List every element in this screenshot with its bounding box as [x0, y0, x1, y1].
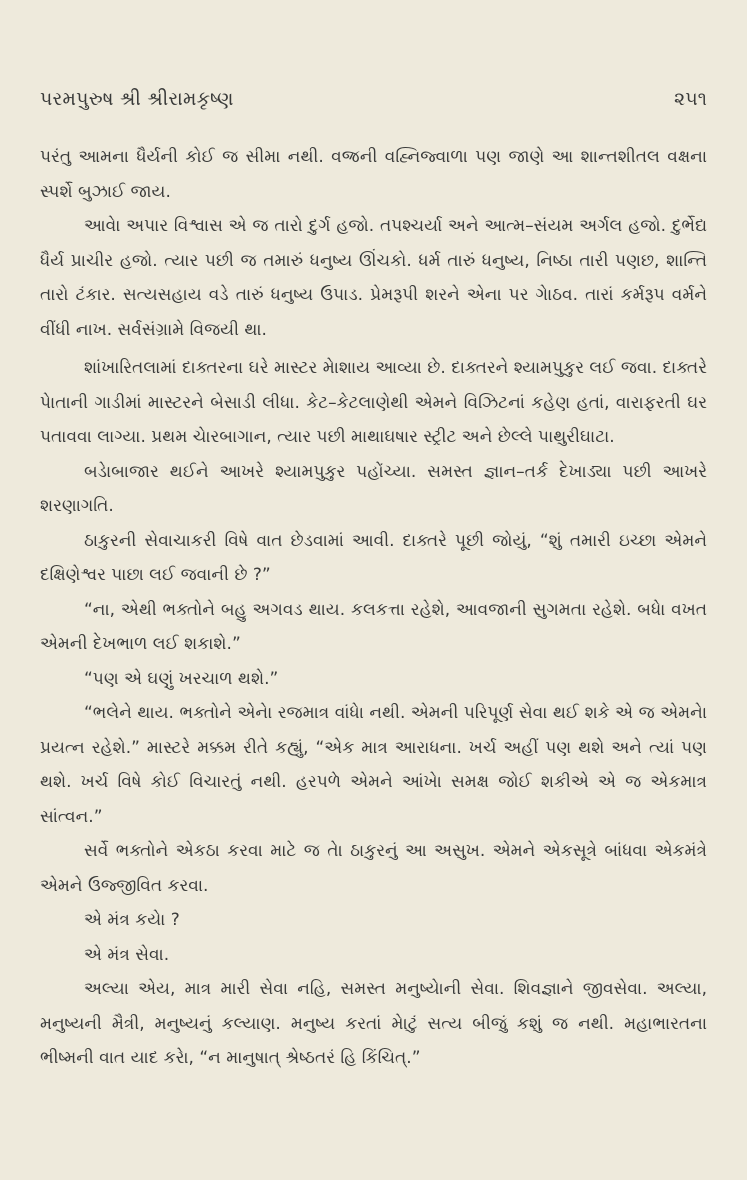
paragraph: બડેાબાજાર થઈને આખરે શ્યામપુકુર પહોંચ્યા. સમસ્ત જ્ઞાન–તર્ક દેખાડ્યા પછી આખરે શરણાગતિ. — [40, 461, 707, 516]
paragraph: આવેા અપાર વિશ્વાસ એ જ તારો દુર્ગ હજો. તપશ્ચર્યા અને આત્મ–સંયમ અર્ગલ હજો. દુર્ભેદ્ય ધૈર્ય પ્રાચીર હજો. ત્યાર પછી જ તમારું ધનુષ્ય ઊંચકો. ધર્મ તારું ધનુષ્ય, નિષ્ઠા તારી પણછ, શાન્તિ તારો ટંકાર. સત્યસહાય વડે તારું ધનુષ્ય ઉપાડ. પ્રેમરૂપી શરને એના પર ગેાઠવ. તારાં કર્મરૂપ વર્મને વીંધી નાખ. સર્વસંગ્રામે વિજયી થા. — [40, 216, 707, 340]
paragraph: એ મંત્ર સેવા. — [84, 944, 170, 965]
paragraph: પરંતુ આમના ધૈર્યની કોઈ જ સીમા નથી. વજ્રની વહ્નિજ્વાળા પણ જાણે આ શાન્તશીતલ વક્ષના સ્પર્શે બુઝાઈ જાય. — [40, 147, 707, 202]
page-number: ૨૫૧ — [674, 88, 707, 110]
paragraph: સર્વે ભક્તોને એકઠા કરવા માટે જ તેા ઠાકુરનું આ અસુખ. એમને એકસૂત્રે બાંધવા એકમંત્રે એમને ઉજ્જીવિત કરવા. — [40, 841, 707, 896]
paragraph: એ મંત્ર કયેા ? — [84, 910, 180, 930]
running-title: પરમપુરુષ શ્રી શ્રીરામકૃષ્ણ — [40, 88, 234, 110]
paragraph: શાંખારિતલામાં દાક્તરના ઘરે માસ્ટર મેાશાય આવ્યા છે. દાક્તરને શ્યામપુકુર લઈ જવા. દાક્તરે પેાતાની ગાડીમાં માસ્ટરને બેસાડી લીધા. કેટ–કેટલાણેથી એમને વિઝિટનાં કહેણ હતાં, વારાફરતી ઘર પતાવવા લાગ્યા. પ્રથમ ચેારબાગાન, ત્યાર પછી માથાઘષાર સ્ટ્રીટ અને છેલ્લે પાથુરીઘાટા. — [40, 358, 707, 447]
paragraph: અલ્યા એય, માત્ર મારી સેવા નહિ, સમસ્ત મનુષ્યેાની સેવા. શિવજ્ઞાને જીવસેવા. અલ્યા, મનુષ્યની મૈત્રી, મનુષ્યનું કલ્યાણ. મનુષ્ય કરતાં મેાટું સત્ય બીજું કશું જ નથી. મહાભારતના ભીષ્મની વાત યાદ કરેા, “ન માનુષાત્ શ્રેષ્ઠતરં હિ કિંચિત્.” — [40, 979, 707, 1068]
paragraph: ઠાકુરની સેવાચાકરી વિષે વાત છેડવામાં આવી. દાક્તરે પૂછી જોયું, “શું તમારી ઇચ્છા એમને દક્ષિણેશ્વર પાછા લઈ જવાની છે ?” — [40, 530, 707, 585]
paragraph: “ભલેને થાય. ભક્તોને એનેા રજમાત્ર વાંધેા નથી. એમની પરિપૂર્ણ સેવા થઈ શકે એ જ એમનેા પ્રયત્ન રહેશે.” માસ્ટરે મક્કમ રીતે કહ્યું, “એક માત્ર આરાધના. ખર્ચ અહીં પણ થશે અને ત્યાં પણ થશે. ખર્ચ વિષે કોઈ વિચારતું નથી. હરપળે એમને આંખેા સમક્ષ જોઈ શકીએ એ જ એકમાત્ર સાંત્વન.” — [40, 703, 707, 827]
running-header — [40, 88, 707, 116]
paragraph: “પણ એ ઘણું ખરચાળ થશે.” — [84, 668, 279, 689]
body-text — [40, 140, 707, 1076]
paragraph: “ના, એથી ભક્તોને બહુ અગવડ થાય. કલકત્તા રહેશે, આવજાની સુગમતા રહેશે. બધેા વખત એમની દેખભાળ લઈ શકાશે.” — [40, 599, 707, 654]
